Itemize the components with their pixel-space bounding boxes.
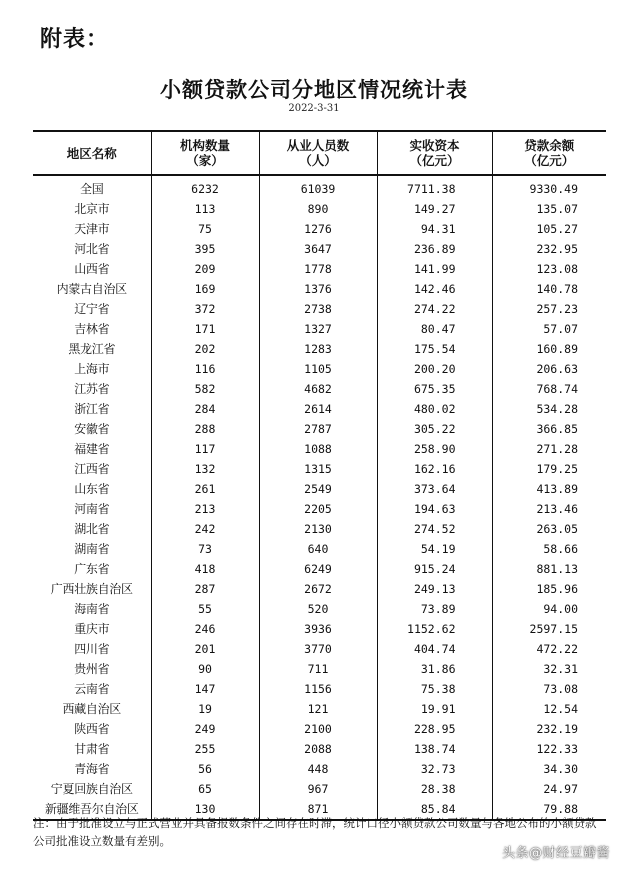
employee-count-cell: 61039	[259, 175, 377, 199]
loan-balance-cell: 73.08	[492, 679, 606, 699]
column-header-unit: （亿元）	[524, 153, 575, 168]
loan-balance-cell: 185.96	[492, 579, 606, 599]
institution-count-cell: 90	[151, 659, 259, 679]
employee-count-cell: 967	[259, 779, 377, 799]
loan-balance-cell: 9330.49	[492, 175, 606, 199]
paid-in-capital-cell: 274.22	[377, 299, 492, 319]
institution-count-cell: 116	[151, 359, 259, 379]
paid-in-capital-cell: 80.47	[377, 319, 492, 339]
paid-in-capital-cell: 141.99	[377, 259, 492, 279]
table-row	[33, 319, 606, 339]
table-row	[33, 539, 606, 559]
institution-count-cell: 284	[151, 399, 259, 419]
table-row	[33, 779, 606, 799]
employee-count-cell: 2738	[259, 299, 377, 319]
column-header	[33, 131, 151, 175]
region-name-cell: 黑龙江省	[68, 342, 116, 356]
employee-count-cell: 640	[259, 539, 377, 559]
employee-count-cell: 1105	[259, 359, 377, 379]
institution-count-cell: 117	[151, 439, 259, 459]
table-row	[33, 719, 606, 739]
table-row	[33, 199, 606, 219]
employee-count-cell: 3936	[259, 619, 377, 639]
loan-balance-cell: 768.74	[492, 379, 606, 399]
employee-count-cell: 2088	[259, 739, 377, 759]
table-row-national-total	[33, 175, 606, 199]
region-name-cell: 陕西省	[74, 722, 110, 736]
table-row	[33, 379, 606, 399]
statistics-table	[33, 130, 606, 821]
paid-in-capital-cell: 149.27	[377, 199, 492, 219]
table-row	[33, 499, 606, 519]
paid-in-capital-cell: 404.74	[377, 639, 492, 659]
institution-count-cell: 201	[151, 639, 259, 659]
paid-in-capital-cell: 675.35	[377, 379, 492, 399]
institution-count-cell: 246	[151, 619, 259, 639]
loan-balance-cell: 140.78	[492, 279, 606, 299]
table-body	[33, 175, 606, 820]
employee-count-cell: 6249	[259, 559, 377, 579]
loan-balance-cell: 32.31	[492, 659, 606, 679]
loan-balance-cell: 366.85	[492, 419, 606, 439]
employee-count-cell: 520	[259, 599, 377, 619]
loan-balance-cell: 24.97	[492, 779, 606, 799]
loan-balance-cell: 179.25	[492, 459, 606, 479]
institution-count-cell: 132	[151, 459, 259, 479]
institution-count-cell: 242	[151, 519, 259, 539]
paid-in-capital-cell: 236.89	[377, 239, 492, 259]
table-row	[33, 419, 606, 439]
loan-balance-cell: 232.19	[492, 719, 606, 739]
employee-count-cell: 1315	[259, 459, 377, 479]
table-row	[33, 239, 606, 259]
paid-in-capital-cell: 175.54	[377, 339, 492, 359]
employee-count-cell: 711	[259, 659, 377, 679]
institution-count-cell: 130	[151, 799, 259, 820]
paid-in-capital-cell: 32.73	[377, 759, 492, 779]
institution-count-cell: 288	[151, 419, 259, 439]
institution-count-cell: 19	[151, 699, 259, 719]
table-row	[33, 339, 606, 359]
loan-balance-cell: 232.95	[492, 239, 606, 259]
institution-count-cell: 287	[151, 579, 259, 599]
loan-balance-cell: 257.23	[492, 299, 606, 319]
institution-count-cell: 418	[151, 559, 259, 579]
institution-count-cell: 55	[151, 599, 259, 619]
table-row	[33, 299, 606, 319]
region-name-cell: 内蒙古自治区	[56, 282, 127, 296]
employee-count-cell: 1156	[259, 679, 377, 699]
region-name-cell: 上海市	[74, 362, 110, 376]
column-header-label: 贷款余额	[524, 138, 575, 153]
region-name-cell: 福建省	[74, 442, 110, 456]
table-row	[33, 359, 606, 379]
watermark: 头条@财经豆瓣酱	[501, 846, 610, 861]
paid-in-capital-cell: 142.46	[377, 279, 492, 299]
institution-count-cell: 395	[151, 239, 259, 259]
table-row	[33, 439, 606, 459]
table-row	[33, 579, 606, 599]
report-date: 2022-3-31	[288, 103, 340, 114]
region-name-cell: 广西壮族自治区	[50, 582, 133, 596]
institution-count-cell: 202	[151, 339, 259, 359]
region-name-cell: 甘肃省	[74, 742, 110, 756]
table-row	[33, 519, 606, 539]
paid-in-capital-cell: 258.90	[377, 439, 492, 459]
region-name-cell: 天津市	[74, 222, 110, 236]
region-name-cell: 河南省	[74, 502, 110, 516]
table-row	[33, 699, 606, 719]
column-header-unit: （家）	[186, 153, 224, 168]
institution-count-cell: 261	[151, 479, 259, 499]
table-row	[33, 219, 606, 239]
region-name-cell: 西藏自治区	[62, 702, 121, 716]
institution-count-cell: 249	[151, 719, 259, 739]
column-header-label: 从业人员数	[286, 138, 350, 153]
region-name-cell: 山西省	[74, 262, 110, 276]
employee-count-cell: 2205	[259, 499, 377, 519]
region-name-cell: 安徽省	[74, 422, 110, 436]
paid-in-capital-cell: 31.86	[377, 659, 492, 679]
employee-count-cell: 2130	[259, 519, 377, 539]
region-name-cell: 辽宁省	[74, 302, 110, 316]
table-row	[33, 479, 606, 499]
loan-balance-cell: 79.88	[492, 799, 606, 820]
region-name-cell: 海南省	[74, 602, 110, 616]
loan-balance-cell: 135.07	[492, 199, 606, 219]
paid-in-capital-cell: 274.52	[377, 519, 492, 539]
table-row	[33, 659, 606, 679]
loan-balance-cell: 160.89	[492, 339, 606, 359]
institution-count-cell: 372	[151, 299, 259, 319]
paid-in-capital-cell: 480.02	[377, 399, 492, 419]
table-row	[33, 599, 606, 619]
paid-in-capital-cell: 373.64	[377, 479, 492, 499]
region-name-cell: 山东省	[74, 482, 110, 496]
column-header-label: 机构数量	[179, 138, 230, 153]
table-row	[33, 619, 606, 639]
paid-in-capital-cell: 28.38	[377, 779, 492, 799]
region-name-cell: 四川省	[74, 642, 110, 656]
region-name-cell: 吉林省	[74, 322, 110, 336]
region-name-cell: 青海省	[74, 762, 110, 776]
footnote: 注：由于批准设立与正式营业并具备报数条件之间存在时滞，统计口径小额贷款公司数量与各地公布的小额贷款公司批准设立数量有差别。	[33, 816, 597, 848]
institution-count-cell: 75	[151, 219, 259, 239]
employee-count-cell: 3647	[259, 239, 377, 259]
paid-in-capital-cell: 54.19	[377, 539, 492, 559]
paid-in-capital-cell: 85.84	[377, 799, 492, 820]
region-name-cell: 重庆市	[74, 622, 110, 636]
employee-count-cell: 890	[259, 199, 377, 219]
loan-balance-cell: 213.46	[492, 499, 606, 519]
institution-count-cell: 147	[151, 679, 259, 699]
region-name-cell: 广东省	[74, 562, 110, 576]
paid-in-capital-cell: 75.38	[377, 679, 492, 699]
region-name-cell: 贵州省	[74, 662, 110, 676]
loan-balance-cell: 413.89	[492, 479, 606, 499]
employee-count-cell: 3770	[259, 639, 377, 659]
institution-count-cell: 56	[151, 759, 259, 779]
paid-in-capital-cell: 200.20	[377, 359, 492, 379]
region-name-cell: 宁夏回族自治区	[50, 782, 133, 796]
region-name-cell: 北京市	[74, 202, 110, 216]
table-row	[33, 279, 606, 299]
loan-balance-cell: 58.66	[492, 539, 606, 559]
loan-balance-cell: 472.22	[492, 639, 606, 659]
column-header	[151, 131, 259, 175]
table-title: 小额贷款公司分地区情况统计表	[160, 78, 468, 102]
page-heading: 附表：	[40, 27, 110, 52]
paid-in-capital-cell: 194.63	[377, 499, 492, 519]
institution-count-cell: 113	[151, 199, 259, 219]
region-name-cell: 江苏省	[74, 382, 110, 396]
employee-count-cell: 1376	[259, 279, 377, 299]
paid-in-capital-cell: 305.22	[377, 419, 492, 439]
table-header	[33, 131, 606, 175]
loan-balance-cell: 57.07	[492, 319, 606, 339]
column-header	[259, 131, 377, 175]
region-name-cell: 浙江省	[74, 402, 110, 416]
loan-balance-cell: 94.00	[492, 599, 606, 619]
header-row	[33, 131, 606, 175]
table-row	[33, 559, 606, 579]
employee-count-cell: 1327	[259, 319, 377, 339]
employee-count-cell: 2549	[259, 479, 377, 499]
paid-in-capital-cell: 138.74	[377, 739, 492, 759]
region-name-cell: 新疆维吾尔自治区	[33, 799, 151, 820]
paid-in-capital-cell: 162.16	[377, 459, 492, 479]
employee-count-cell: 2100	[259, 719, 377, 739]
loan-balance-cell: 263.05	[492, 519, 606, 539]
paid-in-capital-cell: 249.13	[377, 579, 492, 599]
employee-count-cell: 1283	[259, 339, 377, 359]
paid-in-capital-cell: 94.31	[377, 219, 492, 239]
institution-count-cell: 65	[151, 779, 259, 799]
loan-balance-cell: 123.08	[492, 259, 606, 279]
column-header-unit: （人）	[299, 153, 337, 168]
employee-count-cell: 1778	[259, 259, 377, 279]
column-header-unit: （亿元）	[409, 153, 460, 168]
employee-count-cell: 2672	[259, 579, 377, 599]
loan-balance-cell: 881.13	[492, 559, 606, 579]
institution-count-cell: 171	[151, 319, 259, 339]
loan-balance-cell: 206.63	[492, 359, 606, 379]
employee-count-cell: 2614	[259, 399, 377, 419]
region-name-cell: 湖北省	[74, 522, 110, 536]
region-name-cell: 江西省	[74, 462, 110, 476]
region-name-cell: 河北省	[74, 242, 110, 256]
employee-count-cell: 448	[259, 759, 377, 779]
region-name-cell: 湖南省	[74, 542, 110, 556]
loan-balance-cell: 2597.15	[492, 619, 606, 639]
employee-count-cell: 871	[259, 799, 377, 820]
employee-count-cell: 2787	[259, 419, 377, 439]
paid-in-capital-cell: 1152.62	[377, 619, 492, 639]
employee-count-cell: 4682	[259, 379, 377, 399]
loan-balance-cell: 12.54	[492, 699, 606, 719]
column-header	[492, 131, 606, 175]
paid-in-capital-cell: 228.95	[377, 719, 492, 739]
loan-balance-cell: 271.28	[492, 439, 606, 459]
institution-count-cell: 6232	[151, 175, 259, 199]
paid-in-capital-cell: 73.89	[377, 599, 492, 619]
table-row	[33, 679, 606, 699]
column-header-label: 实收资本	[409, 138, 460, 153]
paid-in-capital-cell: 19.91	[377, 699, 492, 719]
institution-count-cell: 73	[151, 539, 259, 559]
region-name-cell: 云南省	[74, 682, 110, 696]
table-row	[33, 259, 606, 279]
institution-count-cell: 169	[151, 279, 259, 299]
table-row	[33, 739, 606, 759]
employee-count-cell: 121	[259, 699, 377, 719]
employee-count-cell: 1276	[259, 219, 377, 239]
loan-balance-cell: 34.30	[492, 759, 606, 779]
loan-balance-cell: 534.28	[492, 399, 606, 419]
loan-balance-cell: 122.33	[492, 739, 606, 759]
table-row	[33, 639, 606, 659]
paid-in-capital-cell: 7711.38	[377, 175, 492, 199]
employee-count-cell: 1088	[259, 439, 377, 459]
column-header	[377, 131, 492, 175]
institution-count-cell: 213	[151, 499, 259, 519]
column-header-label: 地区名称	[66, 145, 117, 161]
region-name-cell: 全国	[80, 182, 104, 196]
paid-in-capital-cell: 915.24	[377, 559, 492, 579]
loan-balance-cell: 105.27	[492, 219, 606, 239]
institution-count-cell: 209	[151, 259, 259, 279]
institution-count-cell: 255	[151, 739, 259, 759]
table-row	[33, 399, 606, 419]
table-row	[33, 759, 606, 779]
table-row	[33, 459, 606, 479]
institution-count-cell: 582	[151, 379, 259, 399]
